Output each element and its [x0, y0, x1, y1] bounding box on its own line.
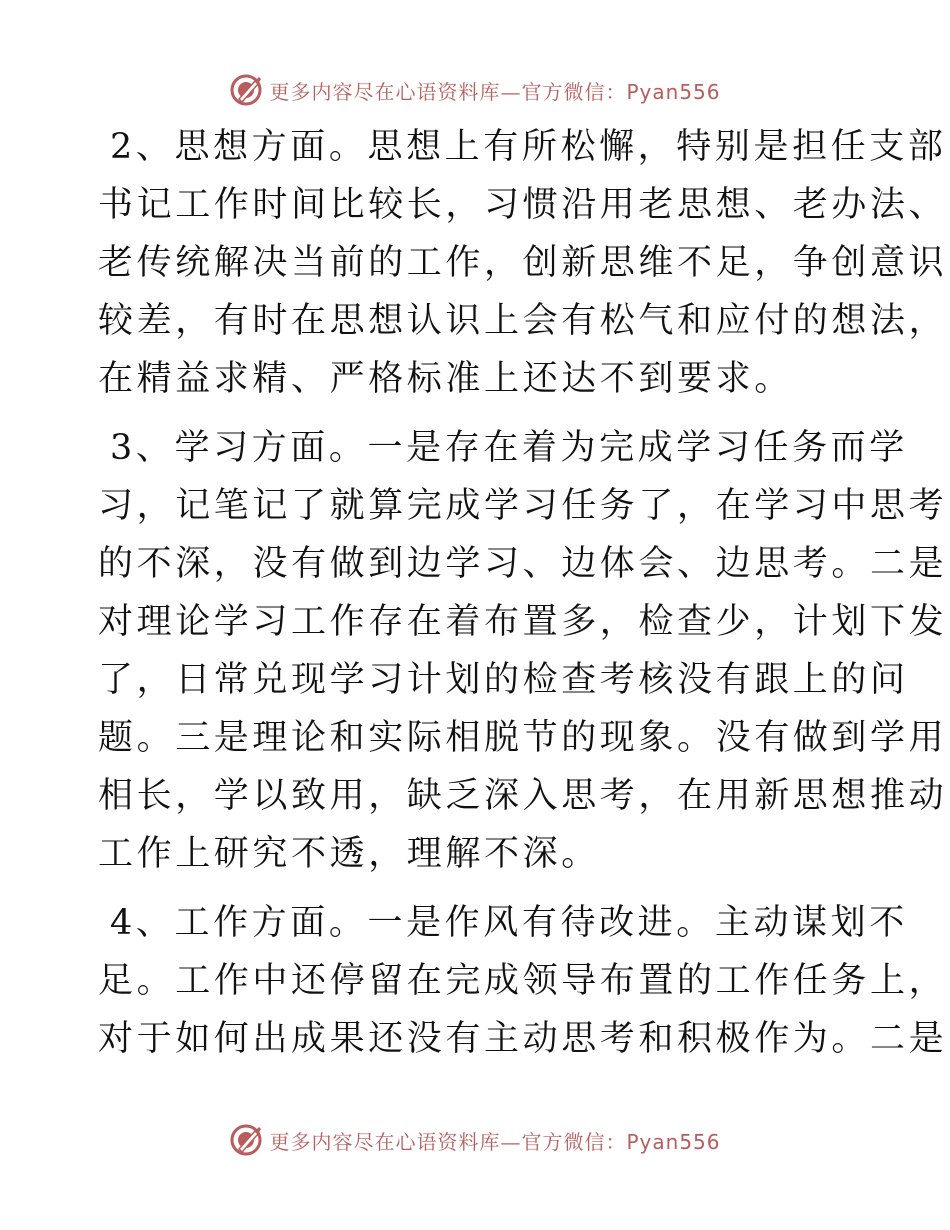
footer-banner-text: 更多内容尽在心语资料库—官方微信：Pyan556 — [269, 1129, 721, 1154]
text-line: 3、学习方面。一是存在着为完成学习任务而学 — [110, 428, 908, 468]
footer-banner — [0, 1120, 950, 1160]
text-line: 题。三是理论和实际相脱节的现象。没有做到学用 — [98, 718, 948, 758]
text-line: 对理论学习工作存在着布置多，检查少，计划下发 — [98, 602, 948, 642]
text-line: 的不深，没有做到边学习、边体会、边思考。二是 — [98, 544, 948, 584]
text-line: 4、工作方面。一是作风有待改进。主动谋划不 — [110, 903, 908, 943]
text-line: 相长，学以致用，缺乏深入思考，在用新思想推动 — [98, 776, 948, 816]
paragraph-work — [98, 894, 948, 1068]
pen-logo-icon — [229, 1123, 263, 1157]
text-line: 习，记笔记了就算完成学习任务了，在学习中思考 — [98, 486, 948, 526]
text-line: 了，日常兑现学习计划的检查考核没有跟上的问 — [98, 660, 909, 700]
text-line: 书记工作时间比较长，习惯沿用老思想、老办法、 — [98, 185, 948, 225]
footer-wechat-id: Pyan556 — [626, 1129, 721, 1154]
text-line: 足。工作中还停留在完成领导布置的工作任务上， — [98, 961, 948, 1001]
header-wechat-id: Pyan556 — [626, 79, 721, 104]
text-line: 2、思想方面。思想上有所松懈，特别是担任支部 — [110, 127, 947, 167]
header-banner — [0, 70, 950, 110]
header-banner-text: 更多内容尽在心语资料库—官方微信：Pyan556 — [269, 79, 721, 104]
pen-logo-icon — [229, 73, 263, 107]
text-line: 对于如何出成果还没有主动思考和积极作为。二是 — [98, 1019, 948, 1059]
text-line: 较差，有时在思想认识上会有松气和应付的想法， — [98, 301, 948, 341]
document-body — [98, 118, 948, 1079]
text-line: 工作上研究不透，理解不深。 — [98, 834, 600, 874]
paragraph-study — [98, 419, 948, 883]
paragraph-thinking — [98, 118, 948, 408]
text-line: 在精益求精、严格标准上还达不到要求。 — [98, 359, 793, 399]
text-line: 老传统解决当前的工作，创新思维不足，争创意识 — [98, 243, 948, 283]
